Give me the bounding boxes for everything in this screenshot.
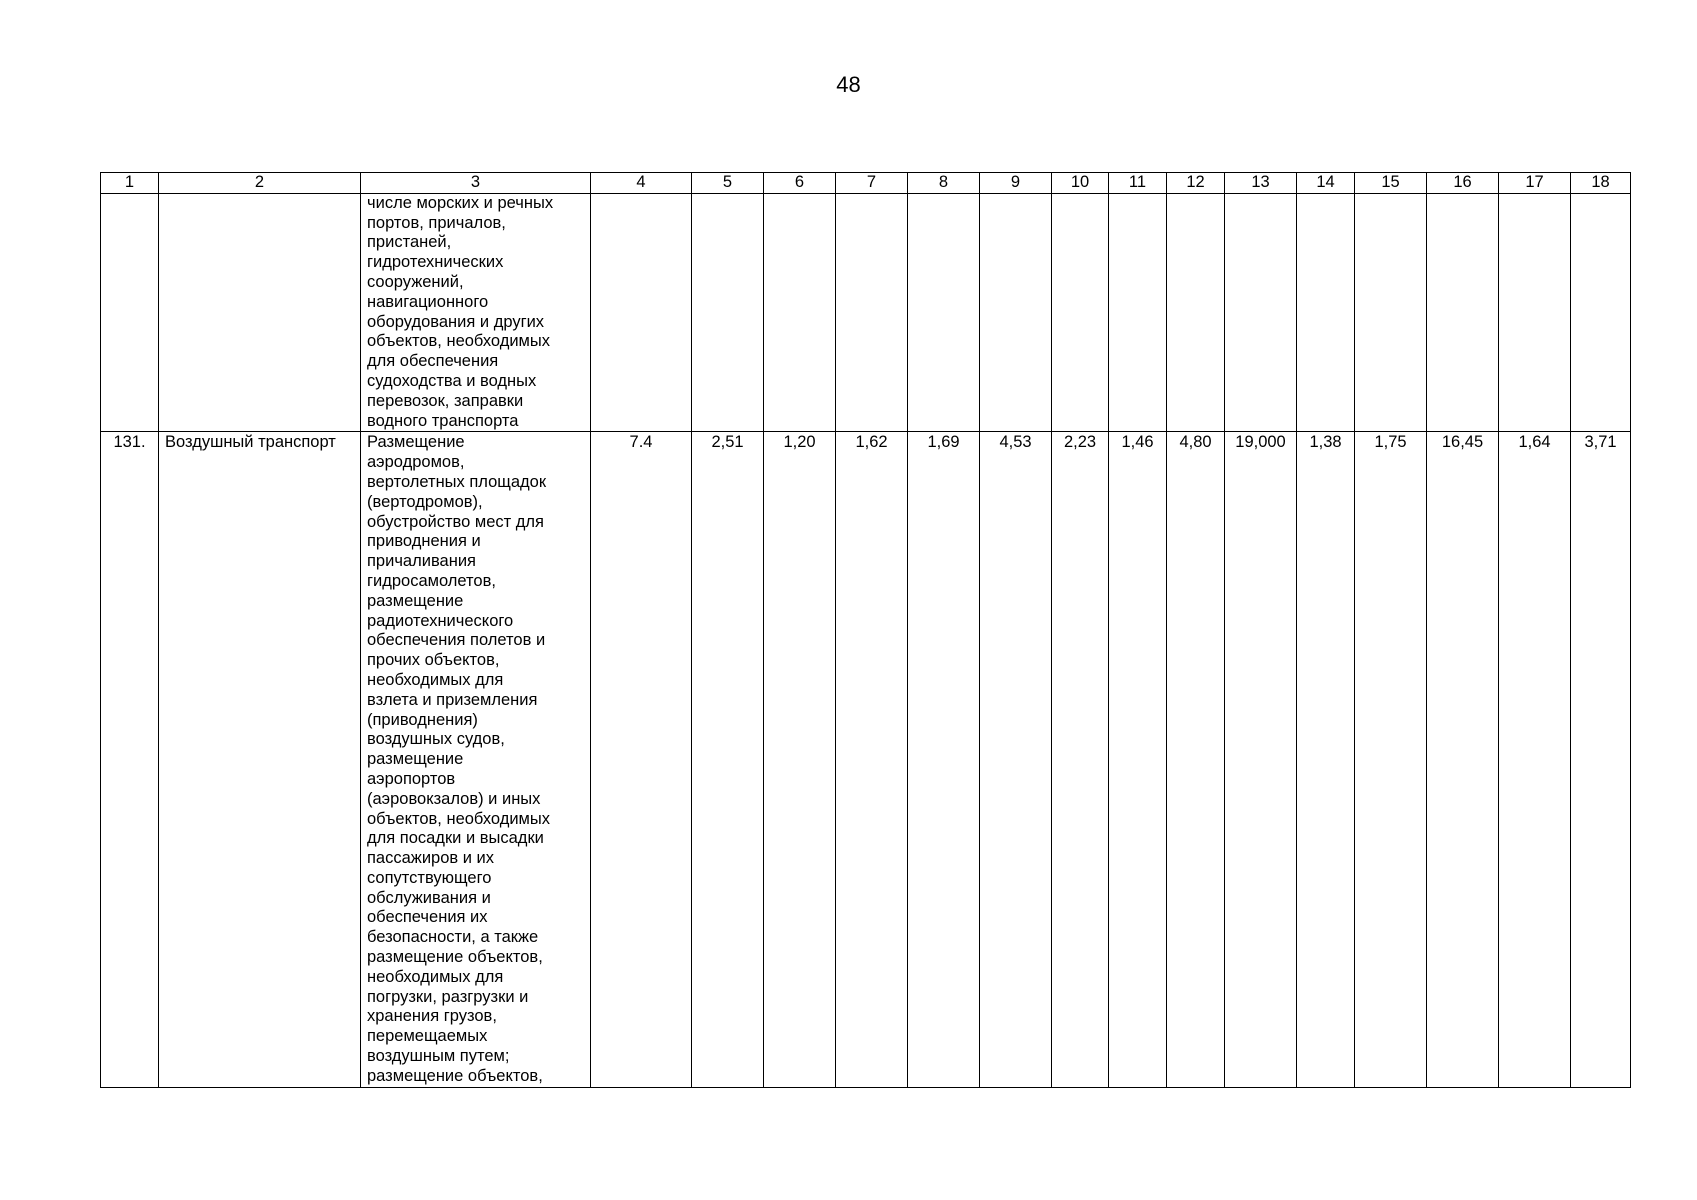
row-code: 7.4 <box>591 432 692 1088</box>
row-number: 131. <box>101 432 159 1088</box>
column-header: 2 <box>159 173 361 194</box>
page-number: 48 <box>836 72 861 97</box>
column-header: 4 <box>591 173 692 194</box>
table-header-row <box>101 173 1631 194</box>
column-header: 5 <box>692 173 764 194</box>
column-header: 17 <box>1499 173 1571 194</box>
value-cell: 2,23 <box>1052 432 1109 1088</box>
cell-empty <box>1571 193 1631 432</box>
column-header: 11 <box>1109 173 1167 194</box>
column-header: 1 <box>101 173 159 194</box>
value-cell: 4,53 <box>980 432 1052 1088</box>
row-description: Размещение аэродромов, вертолетных площадок (вертодромов), обустройство мест для приводнения и причаливания гидросамолетов, размещение радиотехнического обеспечения полетов и прочих объектов, необходимых для взлета и приземления (приводнения) воздушных судов, размещение аэропортов (аэровокзалов) и иных объектов, необходимых для посадки и высадки пассажиров и их сопутствующего обслуживания и обеспечения их безопасности, а также размещение объектов, необходимых для погрузки, разгрузки и хранения грузов, перемещаемых воздушным путем; размещение объектов, <box>367 433 550 1085</box>
cell-empty <box>764 193 836 432</box>
value-cell: 2,51 <box>692 432 764 1088</box>
cell-empty <box>101 193 159 432</box>
value-cell: 16,45 <box>1427 432 1499 1088</box>
table-row-131 <box>101 432 1631 1088</box>
column-header: 6 <box>764 173 836 194</box>
cell-empty <box>980 193 1052 432</box>
cell-empty <box>1167 193 1225 432</box>
value-cell: 19,000 <box>1225 432 1297 1088</box>
column-header: 10 <box>1052 173 1109 194</box>
value-cell: 1,38 <box>1297 432 1355 1088</box>
column-header: 16 <box>1427 173 1499 194</box>
column-header: 14 <box>1297 173 1355 194</box>
cell-empty <box>159 193 361 432</box>
cell-description <box>361 193 591 432</box>
column-header: 12 <box>1167 173 1225 194</box>
cell-description <box>361 432 591 1088</box>
value-cell: 3,71 <box>1571 432 1631 1088</box>
column-header: 13 <box>1225 173 1297 194</box>
cell-empty <box>1052 193 1109 432</box>
column-header: 3 <box>361 173 591 194</box>
land-use-table <box>100 172 1631 1088</box>
continuation-description: числе морских и речных портов, причалов, пристаней, гидротехнических сооружений, навигационного оборудования и других объектов, необходимых для обеспечения судоходства и водных перевозок, заправки водного транспорта <box>367 193 554 430</box>
value-cell: 1,46 <box>1109 432 1167 1088</box>
cell-empty <box>1109 193 1167 432</box>
value-cell: 1,75 <box>1355 432 1427 1088</box>
value-cell: 1,64 <box>1499 432 1571 1088</box>
column-header: 18 <box>1571 173 1631 194</box>
cell-empty <box>1297 193 1355 432</box>
cell-empty <box>836 193 908 432</box>
value-cell: 1,62 <box>836 432 908 1088</box>
cell-empty <box>908 193 980 432</box>
cell-empty <box>1499 193 1571 432</box>
cell-empty <box>1355 193 1427 432</box>
column-header: 7 <box>836 173 908 194</box>
row-name: Воздушный транспорт <box>159 432 361 1088</box>
cell-empty <box>1225 193 1297 432</box>
column-header: 15 <box>1355 173 1427 194</box>
value-cell: 1,69 <box>908 432 980 1088</box>
column-header: 8 <box>908 173 980 194</box>
cell-empty <box>591 193 692 432</box>
cell-empty <box>692 193 764 432</box>
value-cell: 4,80 <box>1167 432 1225 1088</box>
table-row-continuation <box>101 193 1631 432</box>
cell-empty <box>1427 193 1499 432</box>
value-cell: 1,20 <box>764 432 836 1088</box>
column-header: 9 <box>980 173 1052 194</box>
